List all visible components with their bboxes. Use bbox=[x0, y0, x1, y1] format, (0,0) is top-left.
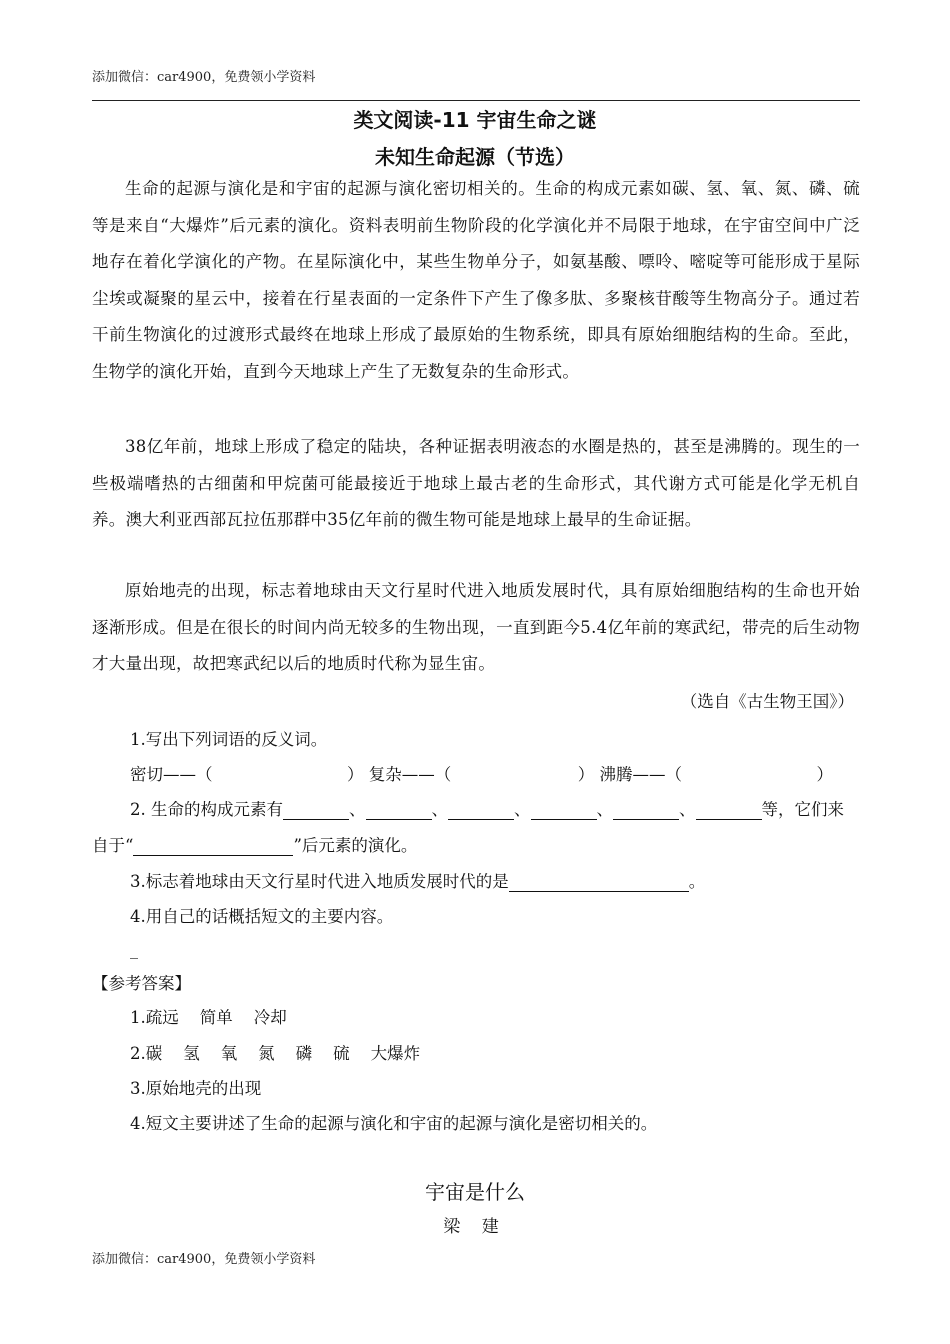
element-blank-2[interactable] bbox=[366, 801, 432, 820]
origin-blank[interactable] bbox=[133, 837, 293, 856]
question-2-line-2 bbox=[92, 832, 417, 856]
sep: 、 bbox=[431, 800, 448, 819]
next-article-title: 宇宙是什么 bbox=[425, 1180, 525, 1204]
article-title: 未知生命起源（节选） bbox=[375, 145, 575, 169]
element-blank-6[interactable] bbox=[696, 801, 762, 820]
antonym-close: ） bbox=[816, 765, 833, 784]
answer-line-mark: _ bbox=[130, 940, 138, 959]
question-1-options bbox=[130, 761, 833, 785]
paragraph-3: 原始地壳的出现，标志着地球由天文行星时代进入地质发展时代，具有原始细胞结构的生命也开始逐渐形成。但是在很长的时间内尚无较多的生物出现，一直到距今5.4亿年前的寒武纪，带壳的后生动物才大量出现，故把寒武纪以后的地质时代称为显生宙。 bbox=[92, 581, 860, 674]
element-blank-5[interactable] bbox=[613, 801, 679, 820]
question-2-line2-start: 自于“ bbox=[92, 836, 134, 855]
question-2-end: 等，它们来 bbox=[761, 800, 844, 819]
answer-2: 2.碳 氢 氧 氮 磷 硫 大爆炸 bbox=[130, 1044, 421, 1063]
element-blank-3[interactable] bbox=[448, 801, 514, 820]
antonym-2-label: ） 复杂——（ bbox=[347, 765, 452, 784]
sep: 、 bbox=[679, 800, 696, 819]
question-2-line2-end: ”后元素的演化。 bbox=[293, 836, 418, 855]
page-header: 添加微信：car4900，免费领小学资料 bbox=[92, 70, 316, 85]
element-blank-4[interactable] bbox=[531, 801, 597, 820]
header-rule bbox=[92, 100, 860, 101]
question-1: 1.写出下列词语的反义词。 bbox=[130, 730, 328, 749]
question-2-text: 2. 生命的构成元素有 bbox=[130, 800, 283, 819]
answer-4: 4.短文主要讲述了生命的起源与演化和宇宙的起源与演化是密切相关的。 bbox=[130, 1114, 658, 1133]
paragraph-2: 38亿年前，地球上形成了稳定的陆块，各种证据表明液态的水圈是热的，甚至是沸腾的。现生的一些极端嗜热的古细菌和甲烷菌可能最接近于地球上最古老的生命形式，其代谢方式可能是化学无机自养。澳大利亚西部瓦拉伍那群中35亿年前的微生物可能是地球上最早的生命证据。 bbox=[92, 437, 860, 530]
article-series-title: 类文阅读-11 宇宙生命之谜 bbox=[353, 108, 597, 132]
sep: 、 bbox=[514, 800, 531, 819]
question-3-text: 3.标志着地球由天文行星时代进入地质发展时代的是 bbox=[130, 872, 509, 891]
answers-heading: 【参考答案】 bbox=[92, 974, 191, 993]
question-3 bbox=[130, 868, 705, 892]
question-3-blank[interactable] bbox=[509, 873, 689, 892]
answer-3: 3.原始地壳的出现 bbox=[130, 1079, 262, 1098]
source-citation: （选自《古生物王国》） bbox=[680, 692, 854, 711]
question-2 bbox=[130, 796, 844, 820]
antonym-1-label: 密切——（ bbox=[130, 765, 213, 784]
next-article-author: 梁 建 bbox=[443, 1217, 507, 1237]
question-4: 4.用自己的话概括短文的主要内容。 bbox=[130, 907, 394, 926]
sep: 、 bbox=[596, 800, 613, 819]
antonym-3-label: ） 沸腾——（ bbox=[577, 765, 682, 784]
paragraph-1: 生命的起源与演化是和宇宙的起源与演化密切相关的。生命的构成元素如碳、氢、氧、氮、磷、硫等是来自“大爆炸”后元素的演化。资料表明前生物阶段的化学演化并不局限于地球，在宇宙空间中广泛地存在着化学演化的产物。在星际演化中，某些生物单分子，如氨基酸、嘌呤、嘧啶等可能形成于星际尘埃或凝聚的星云中，接着在行星表面的一定条件下产生了像多肽、多聚核苷酸等生物高分子。通过若干前生物演化的过渡形式最终在地球上形成了最原始的生物系统，即具有原始细胞结构的生命。至此，生物学的演化开始，直到今天地球上产生了无数复杂的生命形式。 bbox=[92, 179, 860, 381]
page-footer: 添加微信：car4900，免费领小学资料 bbox=[92, 1252, 316, 1267]
element-blank-1[interactable] bbox=[283, 801, 349, 820]
answer-1: 1.疏远 简单 冷却 bbox=[130, 1008, 287, 1027]
question-3-end: 。 bbox=[688, 872, 706, 891]
sep: 、 bbox=[349, 800, 366, 819]
